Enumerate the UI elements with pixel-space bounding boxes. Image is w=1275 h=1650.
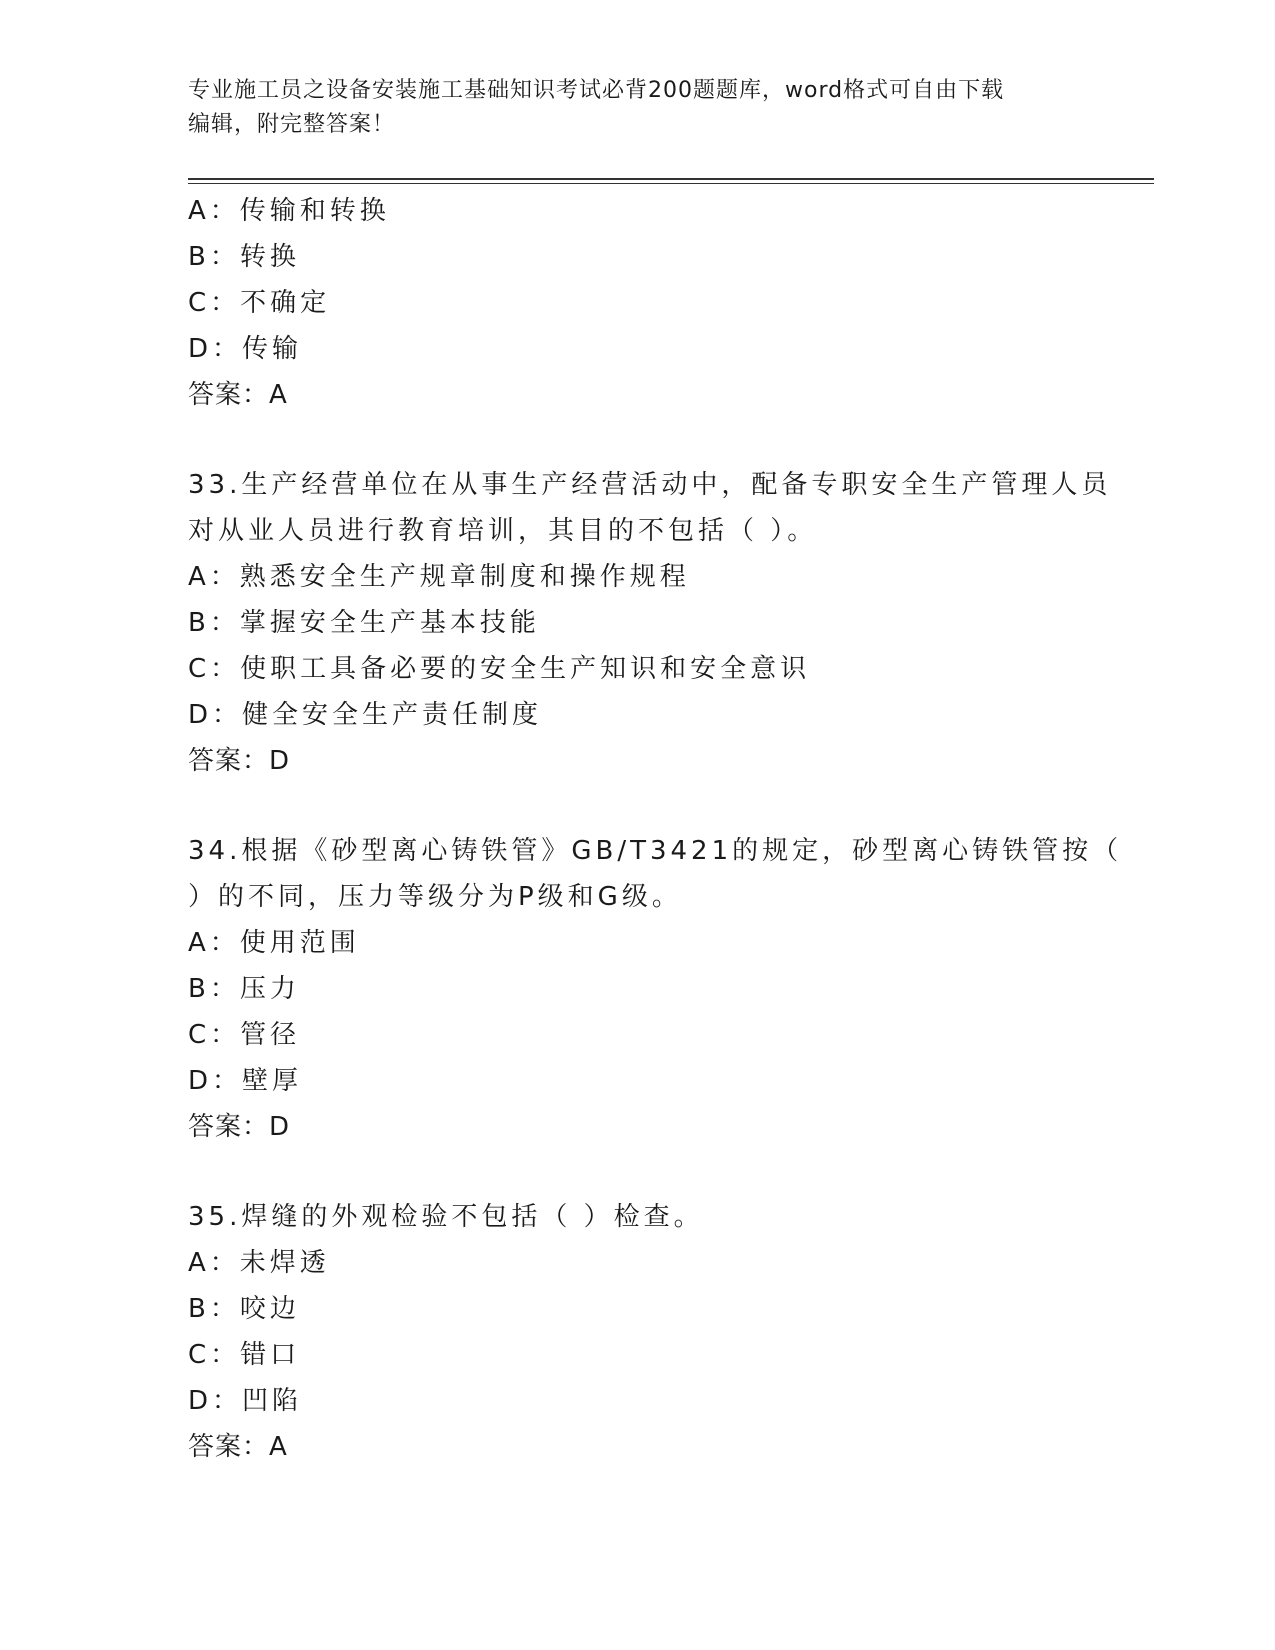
header-divider-thin (188, 183, 1154, 184)
question-34 (188, 828, 1123, 1150)
option-c: C：使职工具备必要的安全生产知识和安全意识 (188, 654, 811, 684)
option-b: B：咬边 (188, 1294, 300, 1324)
header-title-line1: 专业施工员之设备安装施工基础知识考试必背200题题库，word格式可自由下载 (188, 78, 1005, 103)
question-stem-line1: 35.焊缝的外观检验不包括（ ）检查。 (188, 1202, 704, 1232)
option-d: D：健全安全生产责任制度 (188, 700, 543, 730)
question-stem-line2: ）的不同，压力等级分为P级和G级。 (188, 882, 682, 912)
option-b: B：压力 (188, 974, 300, 1004)
answer-line: 答案：D (188, 1112, 291, 1142)
question-33 (188, 462, 1112, 784)
question-32-continued (188, 188, 1108, 418)
document-body (188, 188, 1123, 1470)
option-a: A：熟悉安全生产规章制度和操作规程 (188, 562, 690, 592)
option-a: A：传输和转换 (188, 196, 390, 226)
option-b: B：掌握安全生产基本技能 (188, 608, 540, 638)
option-c: C：错口 (188, 1340, 301, 1370)
option-d: D：凹陷 (188, 1386, 303, 1416)
option-d: D：壁厚 (188, 1066, 303, 1096)
option-d: D：传输 (188, 334, 303, 364)
question-stem-line2: 对从业人员进行教育培训，其目的不包括（ ）。 (188, 516, 818, 546)
header-divider-thick (188, 178, 1154, 180)
answer-line: 答案：A (188, 380, 288, 410)
option-c: C：管径 (188, 1020, 301, 1050)
document-header (188, 74, 1088, 142)
option-a: A：未焊透 (188, 1248, 330, 1278)
answer-line: 答案：D (188, 746, 291, 776)
header-title-line2: 编辑，附完整答案！ (188, 112, 396, 137)
option-c: C：不确定 (188, 288, 331, 318)
option-b: B：转换 (188, 242, 300, 272)
answer-line: 答案：A (188, 1432, 288, 1462)
question-stem-line1: 34.根据《砂型离心铸铁管》GB/T3421的规定，砂型离心铸铁管按（ (188, 836, 1123, 866)
question-35 (188, 1194, 1108, 1470)
question-stem-line1: 33.生产经营单位在从事生产经营活动中，配备专职安全生产管理人员 (188, 470, 1112, 500)
option-a: A：使用范围 (188, 928, 360, 958)
